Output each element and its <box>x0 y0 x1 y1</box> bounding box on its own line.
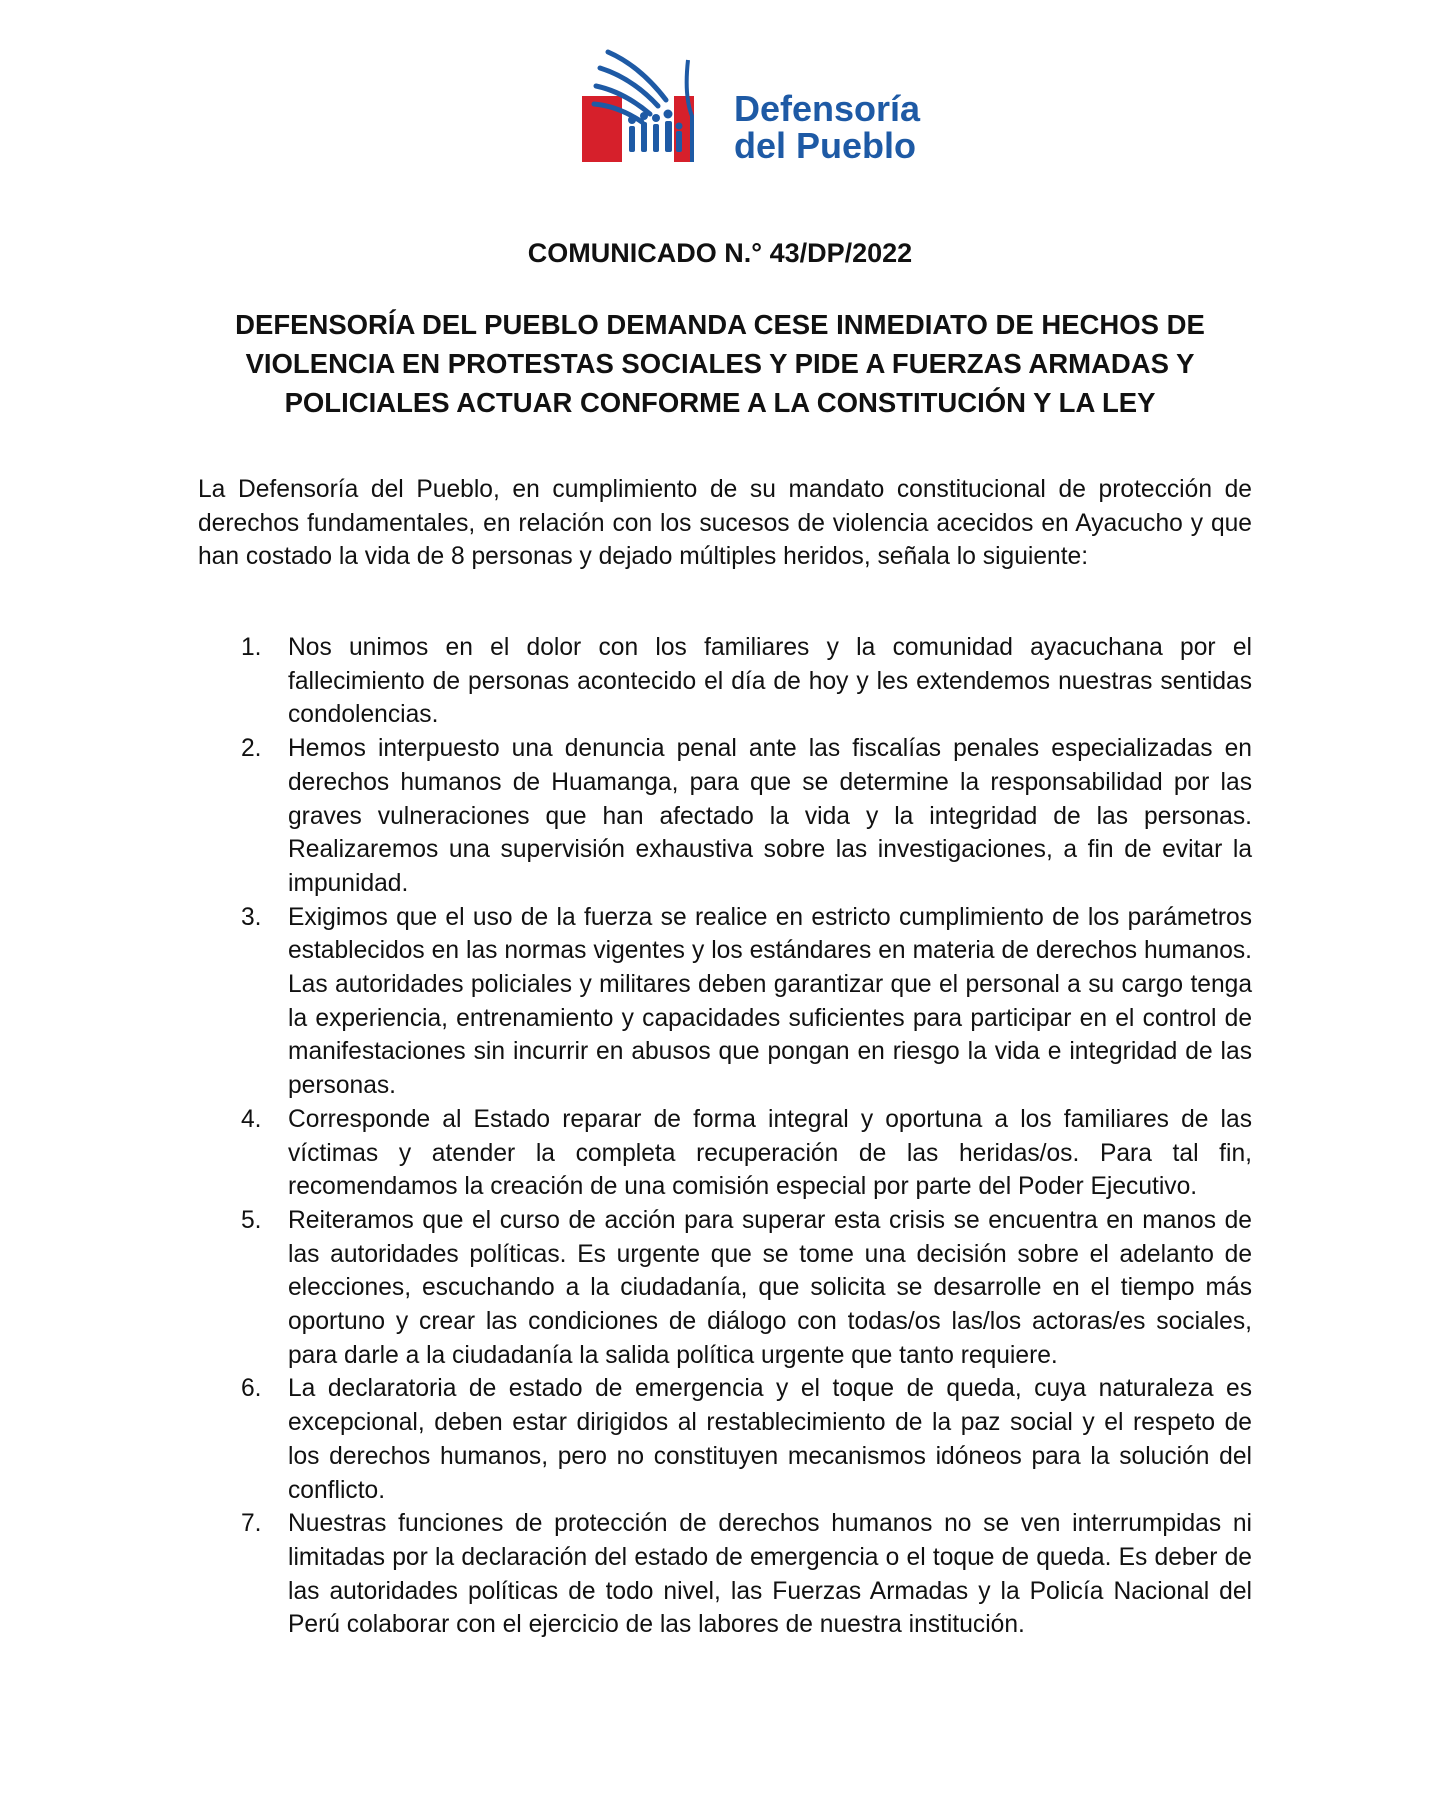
document-headline: DEFENSORÍA DEL PUEBLO DEMANDA CESE INMEDIATO DE HECHOS DE VIOLENCIA EN PROTESTAS SOCIALES Y PIDE A FUERZAS ARMADAS Y POLICIALES ACTUAR CONFORME A LA CONSTITUCIÓN Y LA LEY <box>235 309 1205 418</box>
list-item <box>198 732 1252 901</box>
list-item-number: 5. <box>241 1206 262 1234</box>
list-item-text: Nuestras funciones de protección de derechos humanos no se ven interrumpidas ni limitadas por la declaración del estado de emergencia o el toque de queda. Es deber de las autoridades políticas de todo nivel, las Fuerzas Armadas y la Policía Nacional del Perú colaborar con el ejercicio de las labores de nuestra institución. <box>288 1510 1252 1639</box>
list-item-number: 1. <box>241 634 262 661</box>
list-item-text: Exigimos que el uso de la fuerza se realice en estricto cumplimiento de los parámetros establecidos en las normas vigentes y los estándares en materia de derechos humanos. Las autoridades policiales y militares deben garantizar que el personal a su cargo tenga la experiencia, entrenamiento y capacidades suficientes para participar en el control de manifestaciones sin incurrir en abusos que pongan en riesgo la vida e integridad de las personas. <box>288 903 1252 1100</box>
defensoria-logo <box>580 46 940 172</box>
defensoria-emblem-icon <box>580 46 730 172</box>
list-item <box>198 1507 1252 1642</box>
list-item-text: La declaratoria de estado de emergencia y el toque de queda, cuya naturaleza es excepcional, deben estar dirigidos al restablecimiento de la paz social y el respeto de los derechos humanos, pero no constituyen mecanismos idóneos para la solución del conflicto. <box>288 1375 1252 1504</box>
intro-paragraph: La Defensoría del Pueblo, en cumplimiento de su mandato constitucional de protección de derechos fundamentales, en relación con los sucesos de violencia acecidos en Ayacucho y que han costado la vida de 8 personas y dejado múltiples heridos, señala lo siguiente: <box>198 476 1252 570</box>
list-item-number: 4. <box>241 1105 262 1133</box>
list-item-number: 6. <box>241 1375 262 1403</box>
list-item-number: 3. <box>241 903 262 931</box>
logo-wordmark <box>734 90 920 164</box>
list-item-text: Hemos interpuesto una denuncia penal ante las fiscalías penales especializadas en derechos humanos de Huamanga, para que se determine la responsabilidad por las graves vulneraciones que han afectado la vida y la integridad de las personas. Realizaremos una supervisión exhaustiva sobre las investigaciones, a fin de evitar la impunidad. <box>288 735 1252 897</box>
logo-line-2: del Pueblo <box>734 125 917 166</box>
list-item <box>198 1372 1252 1507</box>
list-item-number: 2. <box>241 735 262 763</box>
list-item <box>198 631 1252 732</box>
list-item <box>198 1103 1252 1204</box>
list-item-number: 7. <box>241 1510 262 1538</box>
numbered-list <box>198 631 1252 1642</box>
list-item <box>198 1204 1252 1373</box>
list-item-text: Reiteramos que el curso de acción para superar esta crisis se encuentra en manos de las autoridades políticas. Es urgente que se tome una decisión sobre el adelanto de elecciones, escuchando a la ciudadanía, que solicita se desarrolle en el tiempo más oportuno y crear las condiciones de diálogo con todas/os las/los actoras/es sociales, para darle a la ciudadanía la salida política urgente que tanto requiere. <box>288 1206 1252 1369</box>
list-item <box>198 901 1252 1103</box>
list-item-text: Nos unimos en el dolor con los familiares y la comunidad ayacuchana por el fallecimiento de personas acontecido el día de hoy y les extendemos nuestras sentidas condolencias. <box>288 634 1252 729</box>
document-number: COMUNICADO N.° 43/DP/2022 <box>527 238 913 268</box>
logo-line-1: Defensoría <box>734 88 921 129</box>
list-item-text: Corresponde al Estado reparar de forma integral y oportuna a los familiares de las víctimas y atender la completa recuperación de las heridas/os. Para tal fin, recomendamos la creación de una comisión especial por parte del Poder Ejecutivo. <box>288 1105 1252 1201</box>
